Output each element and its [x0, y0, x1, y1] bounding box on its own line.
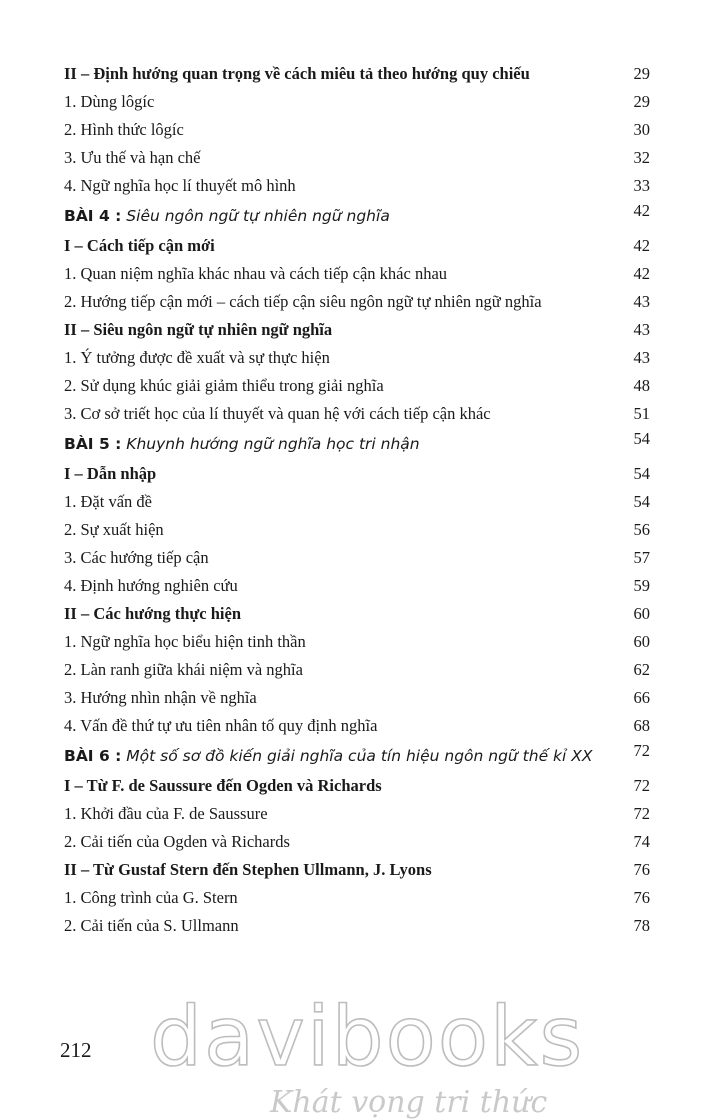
toc-item	[64, 684, 650, 712]
toc-page-number: 66	[633, 688, 650, 707]
toc-entry-title: 2. Làn ranh giữa khái niệm và nghĩa	[64, 660, 303, 679]
toc-item	[64, 372, 650, 400]
toc-section	[64, 60, 650, 88]
toc-page-number: 43	[633, 292, 650, 311]
lesson-title: Một số sơ đồ kiến giải nghĩa của tín hiệu ngôn ngữ thế kỉ XX	[126, 747, 593, 765]
toc-page-number: 76	[633, 888, 650, 907]
toc-item	[64, 656, 650, 684]
lesson-title: Siêu ngôn ngữ tự nhiên ngữ nghĩa	[126, 207, 390, 225]
toc-item	[64, 828, 650, 856]
toc-item	[64, 884, 650, 912]
toc-page-number: 74	[633, 832, 650, 851]
lesson-label: BÀI 4 :	[64, 207, 122, 225]
watermark-brand: davibooks	[150, 990, 585, 1085]
lesson-title: Khuynh hướng ngữ nghĩa học tri nhận	[126, 435, 420, 453]
toc-section	[64, 316, 650, 344]
toc-page-number: 60	[633, 604, 650, 623]
toc-section	[64, 460, 650, 488]
toc-page-number: 33	[633, 176, 650, 195]
toc-page-number: 72	[633, 776, 650, 795]
toc-lesson	[64, 740, 650, 772]
toc-page-number: 43	[633, 320, 650, 339]
toc-section	[64, 232, 650, 260]
toc-page-number: 72	[633, 741, 650, 760]
watermark	[150, 990, 585, 1120]
toc-page-number: 68	[633, 716, 650, 735]
toc-entry-title: 2. Sử dụng khúc giải giảm thiểu trong giải nghĩa	[64, 376, 384, 395]
toc-page-number: 42	[633, 201, 650, 220]
toc-entry-title: 4. Ngữ nghĩa học lí thuyết mô hình	[64, 176, 296, 195]
toc-item	[64, 288, 650, 316]
toc-page-number: 32	[633, 148, 650, 167]
toc-entry-title: I – Cách tiếp cận mới	[64, 236, 215, 255]
toc-section	[64, 772, 650, 800]
toc-item	[64, 912, 650, 940]
toc-item	[64, 572, 650, 600]
toc-item	[64, 800, 650, 828]
toc-entry-title	[64, 200, 598, 232]
toc-entry-title	[64, 740, 598, 772]
toc-item	[64, 344, 650, 372]
toc-entry-title: 3. Các hướng tiếp cận	[64, 548, 209, 567]
toc-entry-title: II – Các hướng thực hiện	[64, 604, 242, 623]
toc-item	[64, 144, 650, 172]
toc-page-number: 78	[633, 916, 650, 935]
toc-item	[64, 172, 650, 200]
toc-section	[64, 600, 650, 628]
toc-entry-title: 1. Ý tưởng được đề xuất và sự thực hiện	[64, 348, 330, 367]
toc-page-number: 51	[633, 404, 650, 423]
toc-page-number: 60	[633, 632, 650, 651]
toc-page-number: 29	[633, 64, 650, 83]
toc-entry-title: 2. Hình thức lôgíc	[64, 120, 184, 139]
toc-entry-title: I – Dẫn nhập	[64, 464, 157, 483]
toc-item	[64, 400, 650, 428]
toc-entry-title: I – Từ F. de Saussure đến Ogden và Richards	[64, 776, 382, 795]
lesson-label: BÀI 6 :	[64, 747, 122, 765]
toc-entry-title: II – Định hướng quan trọng về cách miêu tả theo hướng quy chiếu	[64, 64, 530, 83]
toc-entry-title: 4. Định hướng nghiên cứu	[64, 576, 238, 595]
lesson-label: BÀI 5 :	[64, 435, 122, 453]
toc-page-number: 76	[633, 860, 650, 879]
toc-item	[64, 88, 650, 116]
toc-page-number: 54	[633, 464, 650, 483]
toc-entry-title: 1. Ngữ nghĩa học biểu hiện tinh thần	[64, 632, 306, 651]
toc-entry-title: II – Siêu ngôn ngữ tự nhiên ngữ nghĩa	[64, 320, 333, 339]
toc-entry-title: 2. Sự xuất hiện	[64, 520, 164, 539]
toc-item	[64, 628, 650, 656]
toc-page-number: 43	[633, 348, 650, 367]
toc-entry-title: 1. Đặt vấn đề	[64, 492, 152, 511]
toc-page-number: 62	[633, 660, 650, 679]
toc-page-number: 59	[633, 576, 650, 595]
toc-page-number: 42	[633, 236, 650, 255]
page-number: 212	[60, 1038, 92, 1062]
toc-entry-title: 2. Cải tiến của Ogden và Richards	[64, 832, 290, 851]
toc-page-number: 30	[633, 120, 650, 139]
toc-entry-title: 3. Cơ sở triết học của lí thuyết và quan hệ với cách tiếp cận khác	[64, 404, 491, 423]
toc-section	[64, 856, 650, 884]
watermark-tagline: Khát vọng tri thức	[270, 1085, 548, 1120]
toc-item	[64, 116, 650, 144]
toc-page-number: 54	[633, 492, 650, 511]
toc-item	[64, 516, 650, 544]
toc-entry-title: 1. Quan niệm nghĩa khác nhau và cách tiếp cận khác nhau	[64, 264, 448, 283]
toc-entry-title	[64, 428, 598, 460]
table-of-contents	[64, 60, 650, 940]
toc-entry-title: 4. Vấn đề thứ tự ưu tiên nhân tố quy định nghĩa	[64, 716, 378, 735]
toc-entry-title: 1. Công trình của G. Stern	[64, 888, 238, 907]
toc-entry-title: 1. Dùng lôgíc	[64, 92, 155, 111]
toc-item	[64, 260, 650, 288]
toc-page-number: 56	[633, 520, 650, 539]
toc-lesson	[64, 200, 650, 232]
toc-page-number: 54	[633, 429, 650, 448]
toc-page-number: 57	[633, 548, 650, 567]
toc-entry-title: II – Từ Gustaf Stern đến Stephen Ullmann, J. Lyons	[64, 860, 432, 879]
toc-entry-title: 3. Hướng nhìn nhận về nghĩa	[64, 688, 257, 707]
toc-page-number: 29	[633, 92, 650, 111]
toc-item	[64, 488, 650, 516]
toc-page-number: 48	[633, 376, 650, 395]
toc-item	[64, 544, 650, 572]
toc-lesson	[64, 428, 650, 460]
toc-entry-title: 2. Hướng tiếp cận mới – cách tiếp cận siêu ngôn ngữ tự nhiên ngữ nghĩa	[64, 292, 542, 311]
toc-page-number: 42	[633, 264, 650, 283]
toc-entry-title: 2. Cải tiến của S. Ullmann	[64, 916, 239, 935]
toc-page-number: 72	[633, 804, 650, 823]
toc-entry-title: 1. Khởi đầu của F. de Saussure	[64, 804, 268, 823]
toc-entry-title: 3. Ưu thế và hạn chế	[64, 148, 201, 167]
toc-item	[64, 712, 650, 740]
